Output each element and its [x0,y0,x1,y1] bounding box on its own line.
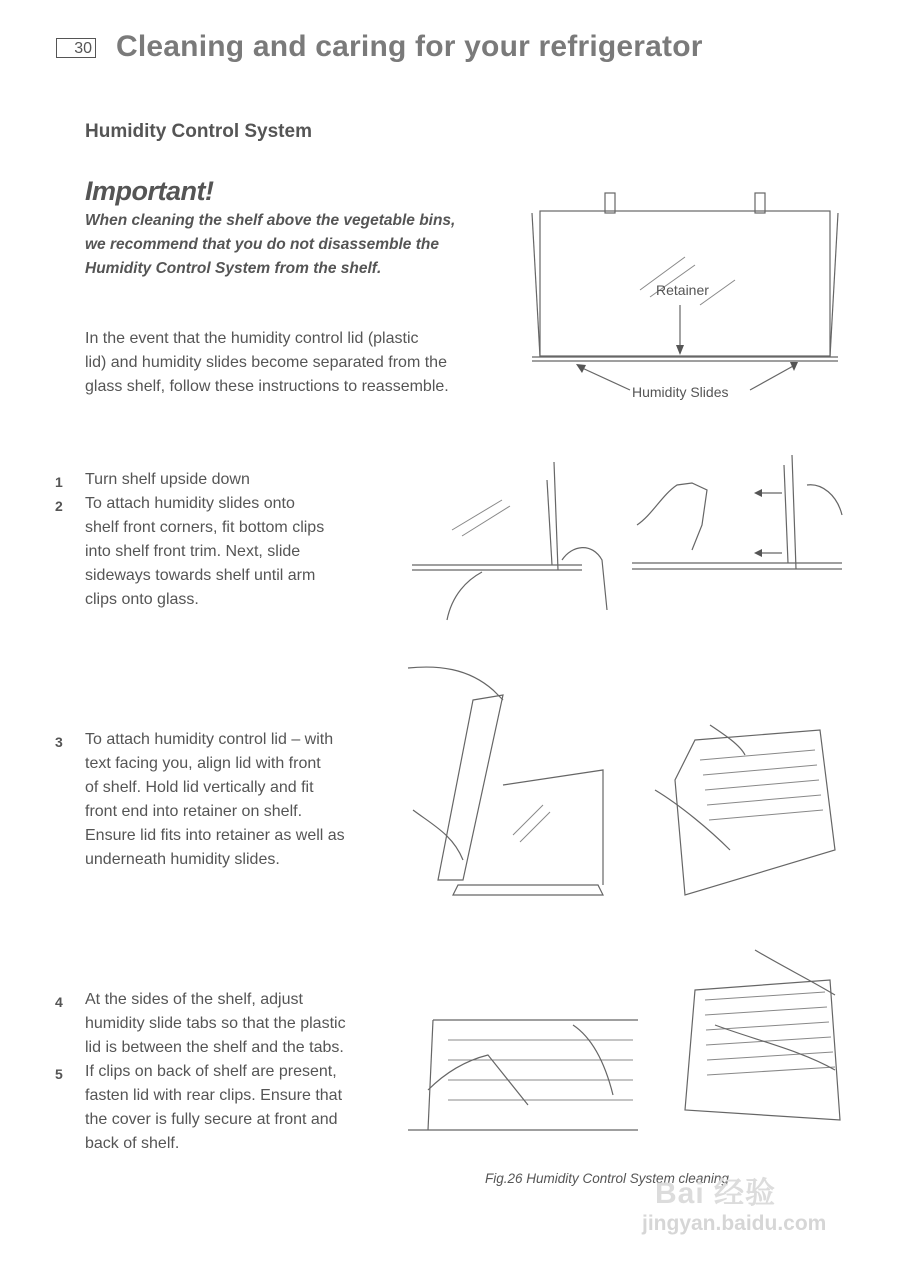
watermark-brand: Bai 经验 [655,1177,777,1210]
step-number: 5 [55,1066,63,1082]
step-3-illustration-b [655,720,850,900]
step-line: If clips on back of shelf are present, [85,1063,337,1080]
step-line: back of shelf. [85,1135,180,1152]
step-5-illustration [660,950,850,1140]
step-line: text facing you, align lid with front [85,755,321,772]
step-line: fasten lid with rear clips. Ensure that [85,1087,343,1104]
page-number: 30 [56,38,96,58]
step-line: To attach humidity slides onto [85,495,295,512]
retainer-label: Retainer [656,282,709,298]
watermark-url: jingyan.baidu.com [642,1212,827,1235]
step-line: into shelf front trim. Next, slide [85,543,301,560]
intro-paragraph [85,327,505,399]
step-line: front end into retainer on shelf. [85,803,303,820]
step-line: At the sides of the shelf, adjust [85,991,303,1008]
step-line: underneath humidity slides. [85,851,280,868]
step-2-illustration-a [412,460,612,620]
step-line: the cover is fully secure at front and [85,1111,338,1128]
step-line: Turn shelf upside down [85,471,250,488]
step-2-illustration-b [632,455,847,620]
important-note [85,209,505,281]
step-line: Ensure lid fits into retainer as well as [85,827,345,844]
important-line: we recommend that you do not disassemble the [85,236,439,253]
important-heading: Important! [85,176,214,206]
important-line: When cleaning the shelf above the vegetable bins, [85,212,456,229]
step-number: 4 [55,994,63,1010]
figure-caption: Fig.26 Humidity Control System cleaning [485,1171,729,1186]
intro-line: In the event that the humidity control lid (plastic [85,330,419,347]
section-heading: Humidity Control System [85,121,312,142]
step-line: sideways towards shelf until arm [85,567,316,584]
step-3-illustration-a [408,660,623,905]
step-line: clips onto glass. [85,591,199,608]
step-4-illustration [408,1015,638,1140]
page-title: Cleaning and caring for your refrigerator [116,30,703,63]
step-number: 3 [55,734,63,750]
step-line: of shelf. Hold lid vertically and fit [85,779,314,796]
humidity-slides-label: Humidity Slides [632,384,729,400]
intro-line: glass shelf, follow these instructions to reassemble. [85,378,449,395]
step-number: 2 [55,498,63,514]
step-line: humidity slide tabs so that the plastic [85,1015,346,1032]
step-line: shelf front corners, fit bottom clips [85,519,325,536]
step-line: To attach humidity control lid – with [85,731,334,748]
step-line: lid is between the shelf and the tabs. [85,1039,344,1056]
intro-line: lid) and humidity slides become separated from the [85,354,447,371]
important-line: Humidity Control System from the shelf. [85,260,382,277]
step-number: 1 [55,474,63,490]
shelf-diagram [520,185,850,415]
